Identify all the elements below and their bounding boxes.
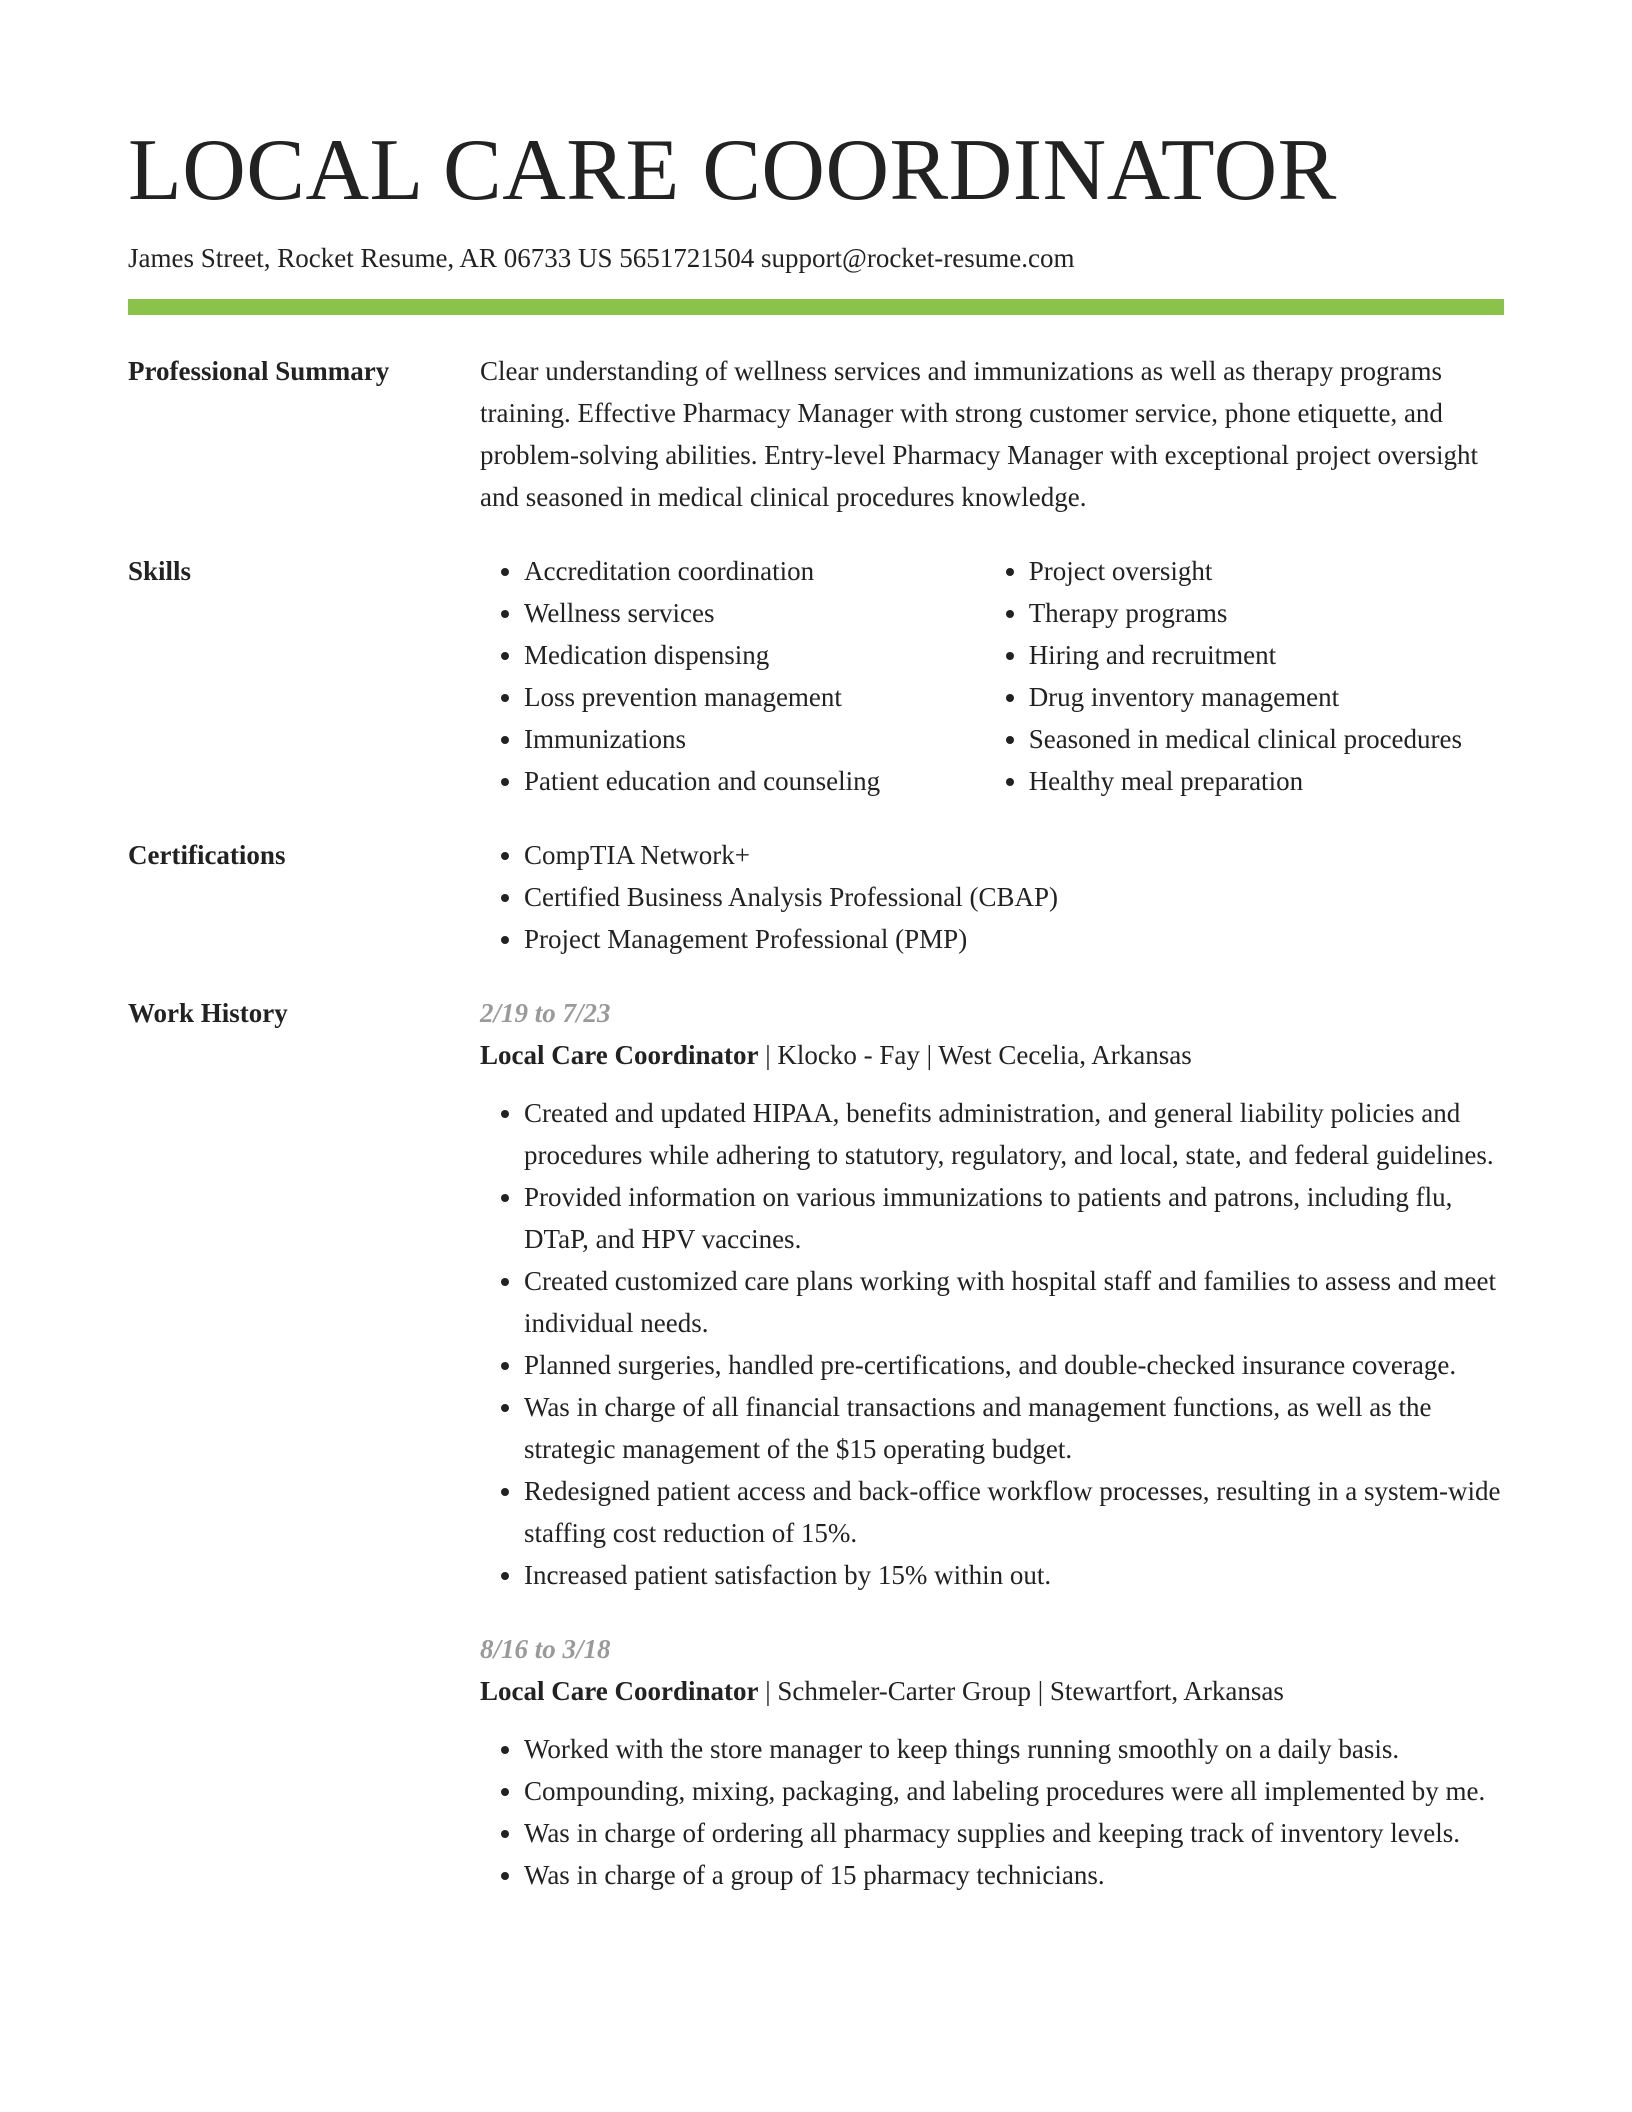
job-entry [480,1628,1504,1896]
job-bullet: • Was in charge of a group of 15 pharmacy technicians. [524,1854,1504,1896]
job-heading [480,1034,1504,1076]
job-company-location: | Schmeler-Carter Group | Stewartfort, Arkansas [758,1676,1284,1706]
job-bullets [480,1092,1504,1596]
job-bullet: • Provided information on various immunizations to patients and patrons, including flu, DTaP, and HPV vaccines. [524,1176,1504,1260]
work-history-content [480,992,1504,1896]
job-bullet: • Worked with the store manager to keep things running smoothly on a daily basis. [524,1728,1504,1770]
job-dates: 8/16 to 3/18 [480,1634,611,1664]
skill-item: • Project oversight [1029,550,1504,592]
section-label-work-history: Work History [128,998,288,1028]
job-bullet: • Was in charge of all financial transactions and management functions, as well as the strategic management of the $15 operating budget. [524,1386,1504,1470]
skill-item: • Healthy meal preparation [1029,760,1504,802]
certification-item: • CompTIA Network+ [524,834,1504,876]
job-bullet: • Compounding, mixing, packaging, and labeling procedures were all implemented by me. [524,1770,1504,1812]
summary-text: Clear understanding of wellness services and immunizations as well as therapy programs training. Effective Pharmacy Manager with strong customer service, phone etiquette, and problem-solving abilities. Entry-level Pharmacy Manager with exceptional project oversight and seasoned in medical clinical procedures knowledge. [480,356,1478,512]
job-bullets [480,1728,1504,1896]
skill-item: • Loss prevention management [524,676,985,718]
job-company-location: | Klocko - Fay | West Cecelia, Arkansas [758,1040,1192,1070]
section-label-certifications: Certifications [128,840,286,870]
skill-item: • Therapy programs [1029,592,1504,634]
job-bullet: • Increased patient satisfaction by 15% within out. [524,1554,1504,1596]
job-dates: 2/19 to 7/23 [480,998,611,1028]
skill-item: • Immunizations [524,718,985,760]
certification-item: • Certified Business Analysis Professional (CBAP) [524,876,1504,918]
job-bullet: • Was in charge of ordering all pharmacy supplies and keeping track of inventory levels. [524,1812,1504,1854]
job-heading [480,1670,1504,1712]
job-entry [480,992,1504,1596]
certifications-list [480,834,1504,960]
certification-item: • Project Management Professional (PMP) [524,918,1504,960]
skills-list-right [985,550,1504,802]
skill-item: • Patient education and counseling [524,760,985,802]
skill-item: • Wellness services [524,592,985,634]
skills-content [480,550,1504,802]
skill-item: • Accreditation coordination [524,550,985,592]
certifications-content [480,834,1504,960]
skill-item: • Drug inventory management [1029,676,1504,718]
summary-content [480,350,1504,518]
section-label-skills: Skills [128,556,192,586]
job-bullet: • Redesigned patient access and back-office workflow processes, resulting in a system-wide staffing cost reduction of 15%. [524,1470,1504,1554]
section-label-summary: Professional Summary [128,356,390,386]
job-bullet: • Created customized care plans working with hospital staff and families to assess and meet individual needs. [524,1260,1504,1344]
skill-item: • Hiring and recruitment [1029,634,1504,676]
job-title: Local Care Coordinator [480,1040,759,1070]
resume-name: LOCAL CARE COORDINATOR [128,122,1337,219]
resume-header [128,118,1504,315]
skill-item: • Medication dispensing [524,634,985,676]
contact-line: James Street, Rocket Resume, AR 06733 US 5651721504 support@rocket-resume.com [128,243,1075,273]
job-bullet: • Created and updated HIPAA, benefits administration, and general liability policies and procedures while adhering to statutory, regulatory, and local, state, and federal guidelines. [524,1092,1504,1176]
skill-item: • Seasoned in medical clinical procedures [1029,718,1504,760]
skills-list-left [480,550,985,802]
job-bullet: • Planned surgeries, handled pre-certifications, and double-checked insurance coverage. [524,1344,1504,1386]
job-title: Local Care Coordinator [480,1676,759,1706]
header-divider [128,299,1504,315]
